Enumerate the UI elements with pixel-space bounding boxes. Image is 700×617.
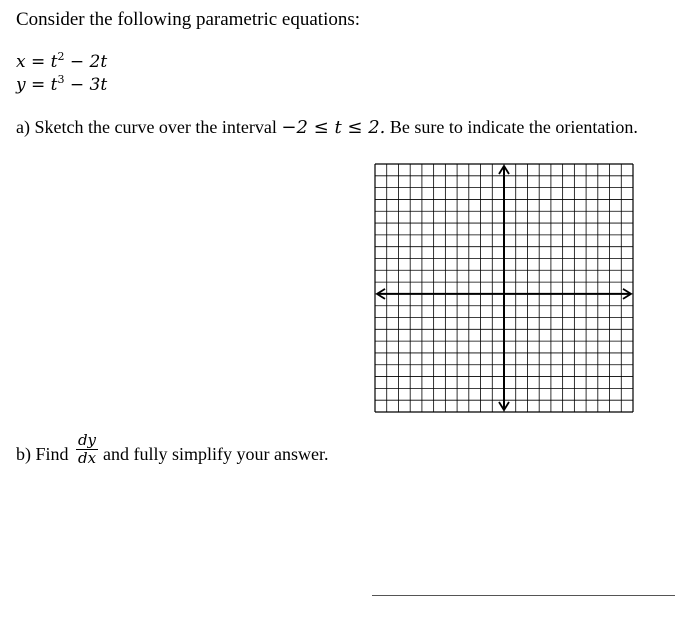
equation-y-rhs: = t <box>25 75 58 95</box>
equation-x-exponent: 2 <box>57 50 65 63</box>
intro-text: Consider the following parametric equations: <box>16 9 361 30</box>
equation-x-tail: − 2t <box>64 52 108 72</box>
equation-y-lhs: y <box>16 75 26 95</box>
fraction-numerator: dy <box>77 431 97 449</box>
equation-y-tail: − 3t <box>64 75 108 95</box>
part-a-suffix: Be sure to indicate the orientation. <box>385 117 638 137</box>
part-b-prefix: b) Find <box>16 444 69 464</box>
equation-y <box>16 73 107 95</box>
part-a-interval: −2 ≤ t ≤ 2. <box>281 117 386 138</box>
dy-dx-fraction <box>76 432 98 467</box>
coordinate-grid[interactable] <box>373 162 635 414</box>
equation-x <box>16 50 107 72</box>
part-a-prefix: a) Sketch the curve over the interval <box>16 117 282 137</box>
part-b-suffix: and fully simplify your answer. <box>103 444 329 464</box>
equation-x-lhs: x <box>16 52 26 72</box>
part-a-question <box>16 117 638 138</box>
answer-line[interactable] <box>372 595 675 596</box>
equation-y-exponent: 3 <box>57 73 65 86</box>
fraction-denominator: dx <box>77 449 97 467</box>
equation-x-rhs: = t <box>25 52 58 72</box>
